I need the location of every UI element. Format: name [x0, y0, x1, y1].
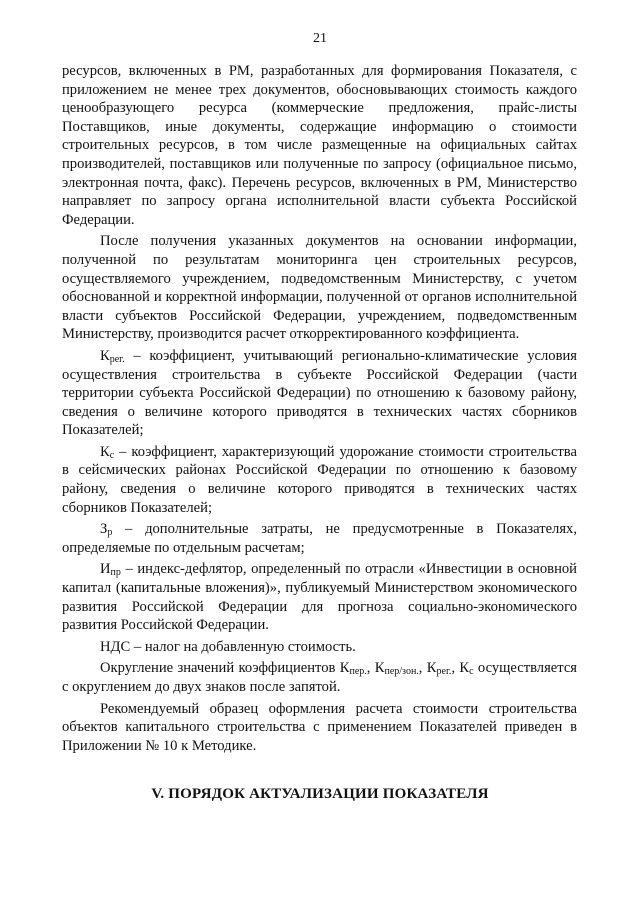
coef-k-per-zon-sub: пер/зон. — [384, 666, 419, 678]
definition-text: – дополнительные затраты, не предусмотренные в Показателях, определяемые по отдельным расчетам; — [62, 521, 577, 556]
definition-vat: НДС – налог на добавленную стоимость. — [100, 638, 356, 655]
coef-k-reg: К — [426, 660, 437, 677]
symbol-subscript: рег. — [109, 353, 125, 365]
rounding-lead: Округление значений коэффициентов — [100, 660, 340, 677]
symbol-subscript: с — [109, 449, 115, 461]
coef-k-reg-sub: рег. — [436, 666, 452, 678]
paragraph-appendix-reference: Рекомендуемый образец оформления расчета стоимости строительства объектов капитального строительства с применением Показателей приведен в Приложении № 10 к Методике. — [62, 700, 577, 754]
coef-k-per-zon: К — [374, 660, 385, 677]
definition-k-s — [62, 443, 577, 517]
coef-k-per-sub: пер. — [349, 666, 367, 678]
definition-text: – индекс-дефлятор, определенный по отрасли «Инвестиции в основной капитал (капитальные вложения)», публикуемый Министерством экономического развития Российской Федерации для прогноза социально-экономического развития Российской Федерации. — [62, 561, 577, 634]
definition-text: – коэффициент, учитывающий регионально-климатические условия осуществления строительства в субъекте Российской Федерации (части территории субъекта Российской Федерации) по отношению к базовому району, сведения о величине которого приводятся в технических частях сборников Показателей; — [62, 347, 577, 439]
symbol-subscript: пр — [110, 567, 121, 579]
coef-k-per: К — [339, 660, 350, 677]
coef-k-s-sub: с — [469, 666, 474, 678]
definition-k-reg — [62, 347, 577, 440]
coef-k-s: К — [459, 660, 470, 677]
page-number: 21 — [313, 31, 327, 46]
section-heading: V. ПОРЯДОК АКТУАЛИЗАЦИИ ПОКАЗАТЕЛЯ — [151, 786, 489, 802]
symbol: З — [100, 521, 108, 538]
separator: , — [418, 660, 427, 677]
paragraph-rounding — [62, 659, 577, 696]
definition-text: – коэффициент, характеризующий удорожание стоимости строительства в сейсмических районах Российской Федерации по отношению к базовому району, сведения о величине которого приводятся в технических частях сборников Показателей; — [62, 443, 577, 516]
paragraph-recalculation: После получения указанных документов на основании информации, полученной по результатам мониторинга цен строительных ресурсов, осуществляемого учреждением, подведомственным Министерству, с учетом обоснованной и корректной информации, полученной от органов исполнительной власти субъектов Российской Федерации, учреждением, подведомственным Министерству, производится расчет откорректированного коэффициента. — [62, 233, 577, 343]
definition-z-r — [62, 520, 577, 557]
definition-i-pr — [62, 560, 577, 634]
symbol: К — [100, 347, 110, 364]
rounding-tail: осуществляется с округлением до двух знаков после запятой. — [62, 660, 578, 695]
paragraph-resources-list: ресурсов, включенных в РМ, разработанных для формирования Показателя, с приложением не менее трех документов, обосновывающих стоимость каждого ценообразующего ресурса (коммерческие предложения, прайс-листы Поставщиков, иные документы, содержащие информацию о стоимости строительных ресурсов, в том числе размещенные на официальных сайтах производителей, поставщиков или полученные по запросу (официальное письмо, электронная почта, факс). Перечень ресурсов, включенных в РМ, Министерство направляет по запросу органа исполнительной власти субъекта Российской Федерации. — [62, 63, 577, 228]
separator: , — [366, 660, 375, 677]
symbol-subscript: р — [107, 527, 113, 539]
document-body — [62, 62, 577, 758]
symbol: И — [100, 561, 111, 578]
separator: , — [451, 660, 460, 677]
symbol: К — [100, 443, 110, 460]
